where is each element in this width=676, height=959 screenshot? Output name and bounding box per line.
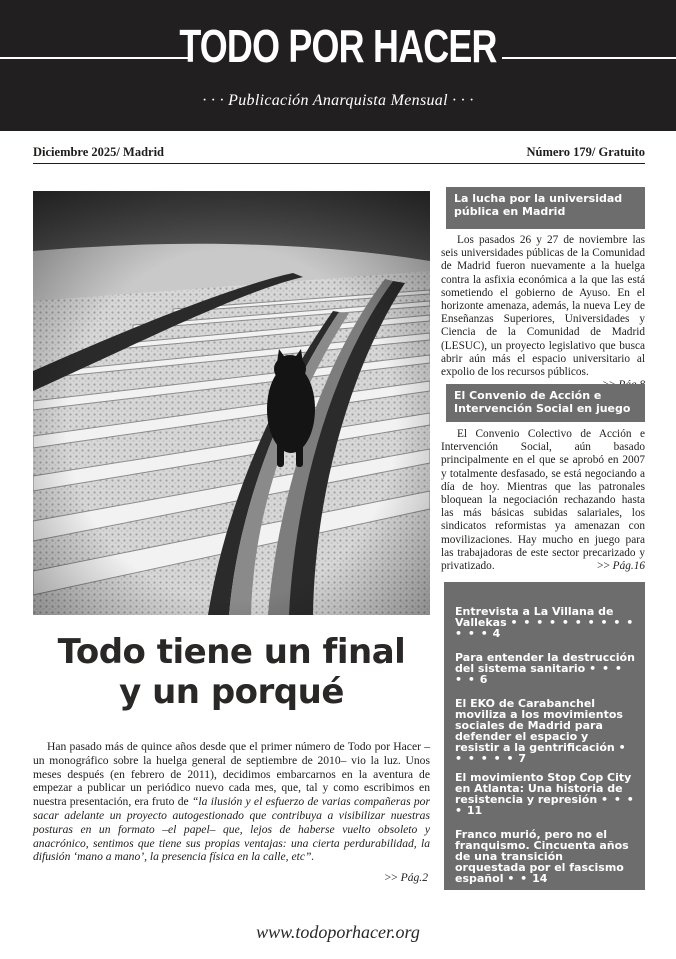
index-entry-dots: • • • • [455,793,635,817]
index-entry-dots: • • • • • [455,662,623,686]
continue-page: Pág.2 [400,871,428,885]
continue-link[interactable] [33,871,430,885]
index-entry[interactable] [455,652,635,685]
side-article-2-continue[interactable] [581,560,645,573]
side-article-2-title: El Convenio de Acción e Intervención Social en juego [446,384,645,422]
index-entry-title: Entrevista a La Villana de Vallekas [455,605,614,629]
index-entry-page: 6 [479,673,488,686]
headline-line-2: y un porqué [119,672,344,712]
index-entry-page: 14 [532,872,548,885]
side-article-1-text: Los pasados 26 y 27 de noviembre las seis universidades públicas de la Comunidad de Madrid fueron nuevamente a la huelga contra la asfixia económica a la que las está sometiendo el gobierno de Ayuso. En el horizonte amenaza, además, la nueva Ley de Enseñanzas Superiores, Universidades y Ciencia de la Comunidad de Madrid (LESUC), un proyecto legislativo que busca abrir aún más el espacio universitario al expolio de los recursos públicos. [441,234,645,379]
main-article-body [33,740,430,885]
index-entry-title: El movimiento Stop Cop City en Atlanta: Una historia de resistencia y represión [455,771,632,806]
index-entry-dots: • • • • • • • • • • • • • [455,616,635,640]
headline-line-1: Todo tiene un final [57,632,406,672]
issue-number: Número 179/ Gratuito [526,145,645,159]
side-article-1-title: La lucha por la universidad pública en Madrid [446,187,645,229]
side-article-1-body [441,234,645,392]
side-article-2-body [441,428,645,573]
index-entry-dots: • • • • • • [455,741,627,765]
index-entry-page: 4 [492,627,501,640]
lead-quote: “la ilusión y el esfuerzo de varias compañeras por sacar adelante un proyecto autogestionado que contribuya a visibilizar nuestras posturas en un formato –el papel– que, lejos de haberse vuelto obsoleto y anacrónico, sentimos que tiene sus propias ventajas: una cierta perdurabilidad, la difusión ‘mano a mano’, la presencia física en la calle, etc”. [33,795,430,864]
cat-on-rail-illustration [33,191,430,615]
website-url[interactable]: www.todoporhacer.org [256,922,420,942]
dateline [33,144,645,164]
index-entry-page: 7 [518,752,526,765]
side-article-2-page: Pág.16 [612,560,645,573]
index-entry-dots: • • [507,872,529,885]
masthead [0,0,676,131]
index-entry-title: Para entender la destrucción del sistema sanitario [455,651,635,675]
main-headline [33,632,430,712]
index-entry[interactable] [455,829,635,884]
continue-arrow: >> [384,871,398,885]
contents-index [444,582,645,890]
index-entry-page: 11 [466,804,483,817]
index-entry-title: Franco murió, pero no el franquismo. Cincuenta años de una transición orquestada por el fascismo español [455,828,629,885]
index-entry[interactable] [455,772,635,816]
index-entry[interactable] [455,606,635,639]
issue-date: Diciembre 2025/ Madrid [33,145,164,159]
publication-title: TODO POR HACER [179,20,497,72]
index-entry[interactable] [455,698,635,764]
publication-subtitle: · · · Publicación Anarquista Mensual · · · [202,92,474,109]
index-entry-title: El EKO de Carabanchel moviliza a los movimientos sociales de Madrid para defender el espacio y resistir a la gentrificación [455,697,623,754]
lead-text: Han pasado más de quince años desde que el primer número de Todo por Hacer –un monográfico sobre la huelga general de septiembre de 2010– vio la luz. Unos meses después (en febrero de 2011), decidimos embarcarnos en la aventura de empezar a publicar un periódico nuevo cada mes, que, tal y como escribimos en nuestra presentación, era fruto de [33,740,430,809]
side-article-2-text: El Convenio Colectivo de Acción e Intervención Social, aún basado principalmente en el que se aprobó en 2007 y totalmente desfasado, se está negociando a día de hoy. Mientras que las patronales bloquean la negociación rechazando hasta las más básicas subidas salariales, los sindicatos reformistas ya amenazan con movilizaciones. Hay mucho en juego para las trabajadoras de este sector precarizado y privatizado. [441,428,645,573]
cover-photo [33,191,430,615]
side-article-2-arrow: >> [597,560,610,573]
